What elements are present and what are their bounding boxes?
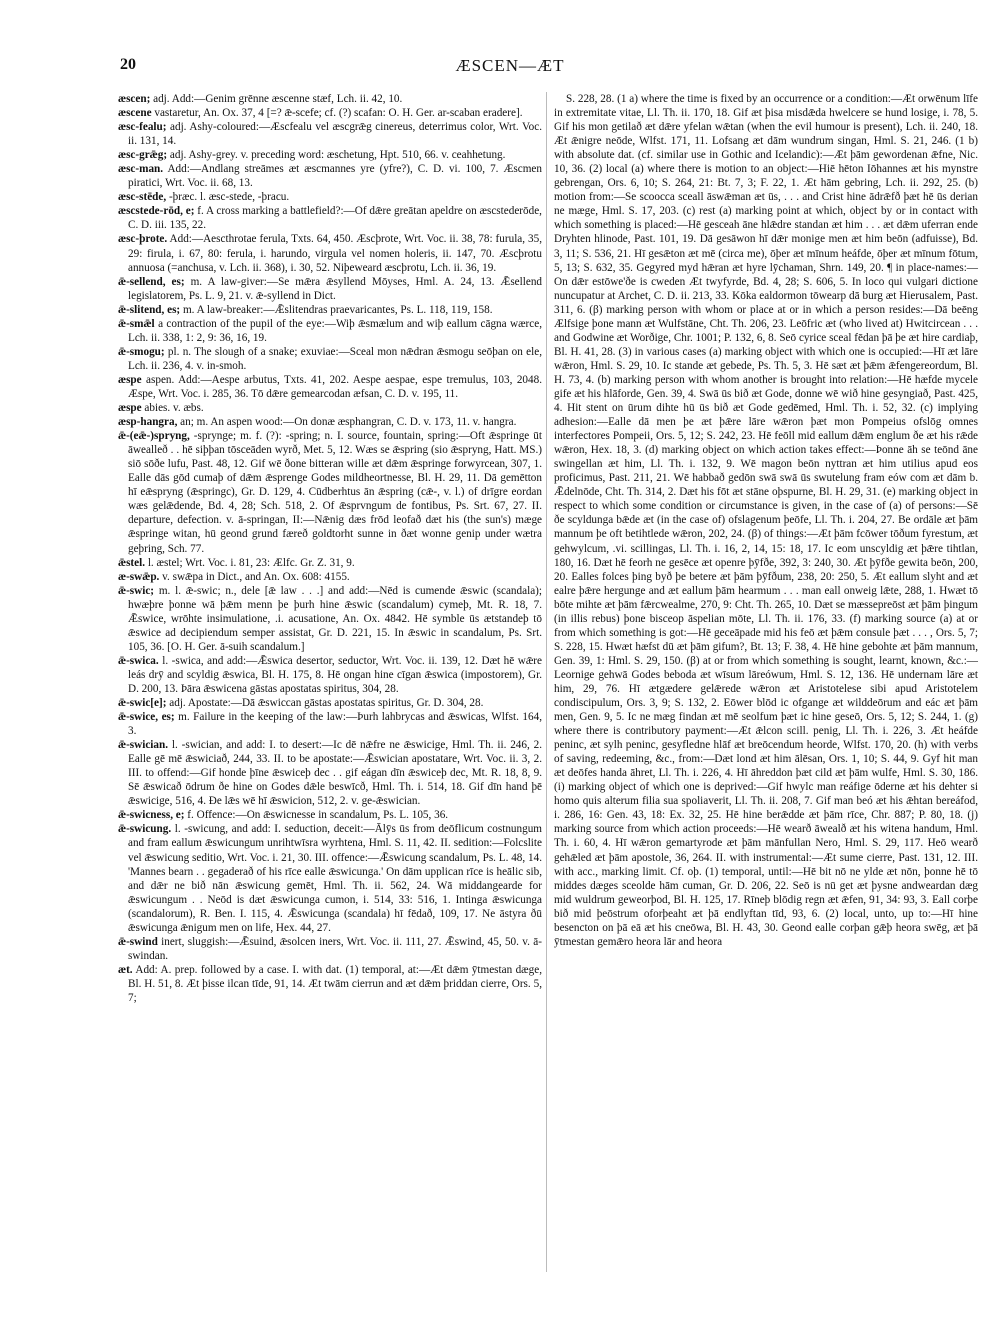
- entry-text: aspen. Add:—Aespe arbutus, Txts. 41, 202. Aespe aespae, espe tremulus, 103, 2048. Æspe, Wrt. Voc. i. 285, 36. Tō dǣre gemearcodan æfsan, C. D. v. 195, 11.: [128, 373, 542, 400]
- entry-text: m. A law-giver:—Se mǣra ǣsyllend Mōyses, Hml. A. 24, 13. Ǣsellend legislatorem, Ps. L. 9, 21. v. ǣ-syllend in Dict.: [128, 275, 543, 302]
- entry-headword: ǣ-(eǣ-)spryng,: [118, 430, 190, 443]
- dictionary-entry: [118, 556, 542, 570]
- dictionary-entry: [118, 738, 542, 808]
- entry-headword: æsp-hangra,: [118, 416, 178, 429]
- dictionary-entry: [118, 401, 542, 415]
- left-column: [118, 92, 542, 1005]
- entry-headword: ǣ-swind: [118, 935, 158, 948]
- entry-headword: ǣ-swice, es;: [118, 711, 175, 724]
- column-divider: [546, 92, 547, 1272]
- entry-text: a contraction of the pupil of the eye:—Wiþ ǣsmælum and wiþ eallum cāgna wærce, Lch. ii. 338, 1: 2, 9: 36, 16, 19.: [128, 317, 542, 344]
- dictionary-entry: [118, 232, 542, 274]
- dictionary-entry: [118, 303, 542, 317]
- entry-text: Add: A. prep. followed by a case. I. with dat. (1) temporal, at:—Æt dǣm ȳtmestan dæge, Bl. H. 51, 8. Æt þisse ilcan tīde, 91, 14. Æt twām cierrun and æt dǣm þriddan cierre, Ors. 5, 7;: [128, 963, 542, 1004]
- entry-text: an; m. An aspen wood:—On donæ æsphangran, C. D. v. 173, 11. v. hangra.: [177, 416, 517, 429]
- entry-headword: ǣ-smǣl: [118, 317, 155, 330]
- entry-headword: ǣ-swicness, e;: [118, 809, 185, 822]
- entry-text: -þræc. l. æsc-stede, -þracu.: [166, 191, 290, 204]
- dictionary-entry: [118, 317, 542, 345]
- entry-text: Add:—Andlang streāmes æt æscmannes yre (yfre?), C. D. vi. 100, 7. Æscmen piratici, Wrt. Voc. ii. 68, 13.: [128, 163, 542, 190]
- entry-text: m. A law-breaker:—Ǣslitendras praevaricantes, Ps. L. 118, 119, 158.: [180, 303, 493, 316]
- dictionary-entry: [118, 963, 542, 1005]
- entry-headword: æsc-þrote.: [118, 233, 168, 246]
- dictionary-entry: [118, 808, 542, 822]
- entry-text: adj. Ashy-grey. v. preceding word: æschetung, Hpt. 510, 66. v. ceahhetung.: [167, 149, 506, 162]
- entry-headword: ǣ-swicung.: [118, 823, 172, 836]
- entry-headword: ǣ-swica.: [118, 654, 159, 667]
- entry-headword: ǣ-swic;: [118, 584, 155, 597]
- dictionary-entry: [118, 415, 542, 429]
- entry-text: f. A cross marking a battlefield?:—Of dǣre greātan apeldre on æscstederōde, C. D. iii. 135, 22.: [128, 205, 542, 232]
- entry-headword: ǣstel.: [118, 556, 146, 569]
- entry-text: m. l. ǣ-swic; n., dele [ǣ law . . .] and add:—Nēd is cumende ǣswic (scandala); hwæþre þonne wā þǣm menn þe þurh hine ǣswic (scandalum) cymeþ, Mt. R. 18, 7. Ǣswice, wrōhte insimulatione, .i. acusatione, An. Ox. 4842. Hē symble ūs ætstandeþ tō ǣswice ad decipiendum semper assistat, Gr. D. 221, 15. In ǣswic in scandalum, Ps. Srt. 105, 36. [O. H. Ger. ā-suih scandalum.]: [128, 584, 542, 653]
- entry-text: f. Offence:—On ǣswicnesse in scandalum, Ps. L. 105, 36.: [184, 809, 449, 822]
- entry-text: inert, sluggish:—Ǣsuind, ǣsolcen iners, Wrt. Voc. ii. 111, 27. Ǣswind, 45, 50. v. ā-swindan.: [128, 935, 542, 962]
- dictionary-entry: [118, 92, 542, 106]
- entry-headword: ǣ-slitend, es;: [118, 303, 181, 316]
- dictionary-entry: [118, 584, 542, 654]
- entry-headword: ǣ-sellend, es;: [118, 275, 185, 288]
- entry-headword: æscstede-rōd, e;: [118, 205, 195, 218]
- dictionary-entry: [118, 204, 542, 232]
- entry-text: Add:—Aescthrotae ferula, Txts. 64, 450. Æscþrote, Wrt. Voc. ii. 38, 78: furula, 35, 29: firula, i. 67, 80: ferula, i. harundo, virgula vel nomen holeris, ii. 147, 70. Æscþrotu annuosa (=anchusa, v. Lch. ii. 368), i. 30, 52. Niþeweard æscþrotu, Lch. ii. 36, 19.: [128, 233, 542, 274]
- dictionary-entry: [118, 275, 542, 303]
- entry-headword: æspe: [118, 402, 142, 415]
- entry-headword: æscene: [118, 107, 152, 120]
- dictionary-entry: [118, 190, 542, 204]
- entry-headword: æ-swǣp.: [118, 570, 160, 583]
- entry-text: adj. Apostate:—Dā ǣswiccan gāstas apostatas spiritus, Gr. D. 304, 28.: [166, 697, 484, 710]
- dictionary-entry: [118, 696, 542, 710]
- entry-headword: ǣ-swician.: [118, 739, 169, 752]
- dictionary-entry: [118, 106, 542, 120]
- entry-text: pl. n. The slough of a snake; exuviae:—Sceal mon nǣdran ǣsmogu seōþan on ele, Lch. ii. 236, 4. v. in-smoh.: [128, 345, 542, 372]
- page-header: [120, 56, 900, 78]
- dictionary-entry: [118, 654, 542, 696]
- page-number: 20: [120, 56, 136, 73]
- entry-text: adj. Ashy-coloured:—Æscfealu vel æscgrǣg cinereus, deterrimus color, Wrt. Voc. ii. 131, 14.: [128, 121, 542, 148]
- entry-text: v. swǣpa in Dict., and An. Ox. 608: 4155.: [159, 570, 350, 583]
- dictionary-entry: [118, 822, 542, 934]
- entry-headword: æscen;: [118, 93, 151, 105]
- entry-text: l. -swica, and add:—Ǣswica desertor, seductor, Wrt. Voc. ii. 139, 12. Dæt hē wǣre leás drȳ and scyldig ǣswica, Bl. H. 175, 8. Hē ongan hine cīgan ǣswica (impostorem), Gr. D. 200, 13. Þāra ǣswicena gāstas apostatas spiritus, 304, 28.: [128, 654, 542, 695]
- dictionary-entry: [118, 373, 542, 401]
- entry-text: l. æstel; Wrt. Voc. i. 81, 23: Ælfc. Gr. Z. 31, 9.: [145, 556, 355, 569]
- entry-text: abies. v. æbs.: [141, 402, 204, 415]
- entry-text: l. -swicung, and add: I. seduction, deceit:—Ālȳs ūs from deōflicum costnungum and fram eallum ǣswicungum unrihtwīsra wyrhtena, Hml. S. 11, 42. II. sedition:—Folcslite vel ǣswicung seditio, Wrt. Voc. i. 21, 30. III. offence:—Ǣswicung scandalum, Ps. L. 48, 14. 'Mannes bearn . . gegaderað of his rīce ealle ǣswicunga.' On dām upplican rīce is heālic sib, and dǣr ne bið nān ǣswicung gemēt, Hml. Th. ii. 562, 24. Wā middangearde for ǣswicungum . . Neōd is dæt ǣswicunga cumon, i. 514, 33: 516, 1. Intinga ǣswicunga (scandalorum), R. Ben. I. 115, 4. Ǣswicunga (scandala) hī fēdað, 109, 17. Ne āstyra ðū ǣswicunga ǣnigum men on life, Hex. 44, 27.: [128, 823, 542, 934]
- entry-text: l. -swician, and add: I. to desert:—Ic dē nǣfre ne ǣswicige, Hml. Th. ii. 246, 2. Ealle gē mē ǣswiciað, 244, 33. II. to be apostate:—Ǣswician apostatare, Wrt. Voc. ii. 3, 2. III. to offend:—Gif honde þīne ǣswiceþ dec . . gif eágan dīn ǣswiceþ dec, Mt. R. 18, 8, 9. Sē ǣswicað ōdrum ðe hine on Godes dǣle beswīcð, Hml. Th. i. 514, 18. Gif dīn hand þē ǣswicige, 516, 4. Ðe lǣs wē hī ǣswicion, 512, 2. v. ge-ǣswician.: [128, 739, 542, 808]
- dictionary-entry: [118, 345, 542, 373]
- right-column: [554, 92, 978, 949]
- entry-headword: ǣ-smogu;: [118, 345, 165, 358]
- running-head: ÆSCEN—ÆT: [455, 56, 565, 75]
- entry-text: m. Failure in the keeping of the law:—Þurh lahbrycas and ǣswicas, Wlfst. 164, 3.: [128, 711, 542, 738]
- dictionary-entry: [118, 570, 542, 584]
- dictionary-entry: [118, 935, 542, 963]
- entry-text: vastaretur, An. Ox. 37, 4 [=? ǣ-scefe; cf. (?) scafan: O. H. Ger. ar-scaban eradere].: [151, 107, 523, 120]
- entry-headword: æt.: [118, 963, 133, 976]
- dictionary-entry: [118, 148, 542, 162]
- entry-text: adj. Add:—Genim grēnne æscenne stæf, Lch. ii. 42, 10.: [150, 93, 403, 105]
- dictionary-entry: [118, 120, 542, 148]
- entry-headword: æsc-fealu;: [118, 121, 167, 134]
- dictionary-entry: [118, 162, 542, 190]
- entry-continuation: S. 228, 28. (1 a) where the time is fixed by an occurrence or a condition:—Æt orwēnum līfe in extremitate vitae, Ll. Th. ii. 170, 18. Gif æt þisa misdǣda hwelcere se hund losige, i. 78, 5. Gif his mon getilað æt dǣre yfelan wǣtan (when the evil humour is present), Lch. ii. 240, 18. Æt ǣnigre neōde, Wlfst. 171, 11. Lofsang æt dām wundrum singan, Hml. S. 21, 246. (1 b) with absolute dat. (cf. similar use in Gothic and Icelandic):—Æt þām gewordenan ǣfne, Nic. 10, 36. (2) local (a) where there is motion to an object:—Hiē hēton Iōhannes æt his mynstre gebrengan, Ors. 6, 10; S. 264, 21: Bt. 7, 3; F. 22, 1. Æt hām gebring, Lch. ii. 292, 25. (b) motion from:—Se scoocca sceall āswǣman æt ūs, . . . and Crist hine ādrǣfð þæt hē ūs derian ne mæge, Hml. S. 17, 203. (c) rest (a) marking point at which, object by or in contact with which something is placed:—Hē gesceah āne hlǣdre standan æt him . . . æt dǣm uferran ende Dryhten hlinode, Past. 101, 19. Dā gesāwon hī dǣr monige men æt him beōn (adfuisse), Bd. 3, 11; S. 536, 21. Hī gesǣton æt mē (circa me), ōþer æt mīnum heáfde, ōþer æt mīnum fōtum, 5, 13; S. 632, 35. Gegyred myd hǣran æt hyre lȳchaman, Shrn. 149, 20. ¶ in place-names:—On dǣr estōwe'ðe is cweden Æt twyfyrde, Bd. 4, 28; S. 606, 5. In loco qui vulgari dictione nuncupatur at Archet, C. D. ii. 213, 33. Kōka ealdormon tōwearp dā burg æt Hierusalem, Past. 311, 6. (β) marking person with whom or place at or in which a person resides:—Dā beēng Ælfsige þone mann æt Wulfstāne, Cht. Th. 206, 23. Leōfric æt (who lived at) Hwitcircean . . . and Godwine æt Worðige, Chr. 1001; P. 132, 6, 8. Seō cyrice sceal fēdan þā þe æt hire cardiaþ, Bl. H. 41, 28. (3) in various cases (a) marking object with which one is occupied:—Hī æt lāre wǣron, Hml. S. 29, 10. Ic stande æt gebede, Ps. Th. 5, 3. Hē sæt æt þǣm ǣfengereordum, Bl. H. 73, 4. (b) marking person with whom another is brought into relation:—Hē hæfde mycele gife æt his hlāforde, Gen. 39, 4. Swā ūs bið æt Gode, donne wē wið hine gesyngiað, Past. 425, 4. Hit stent on ūrum dihte hū ūs bið æt Gode gedēmed, Hml. Th. i. 52, 32. (c) implying adhesion:—Ealle dā men þe æt þǣre lāre wǣron þæt mon Pompeius ofslōg omnes interfectores Pompeii, Ors. 5, 12; S. 242, 23. Hē feōll mid eallum dǣm englum ðe æt his rǣde wǣron, Hex. 18, 3. (d) marking object on which action takes effect:—Þonne āh se teōnd āne swingellan æt him, Ll. Th. i. 132, 9. Wē magon beōn nyttran æt him utilius apud eos proficimus, Past. 211, 21. Wē habbað gedōn swā swā ūs swutelung fram eów com æt dām b. Ǣdelnōde, Cht. Th. 314, 2. Dæt his fōt æt stāne oþspurne, Bl. H. 29, 31. (e) marking object in respect to which some condition or circumstance is given, in the case of (a) of persons:—Sē ðe scyldunga bǣde æt (in the case of) ofslagenum þeōfe, Ll. Th. i. 204, 27. Be ordāle æt þām mannum þe oft betihtlede wǣron, 202, 24. (β) of things:—Æt þām fcōwer tōðum fyrestum, æt gehwylcum, .vi. scillingas, Ll. Th. i. 16, 2, 14, 15: 18, 17. Ic eom unscyldig æt þǣre tihtlan, 180, 16. Dæt hē feorh ne gesēce æt openre þȳfðe, 392, 3: 240, 30. Æt þȳfðe gewita beōn, 200, 20. Ealles folces þing byð þe betere æt þām þȳfðum, 238, 20: 250, 5. Æt eallum slyht and æt ealre þǣre hergunge and æt eallum þām hearmum . . . man eall onweig lǣte, 288, 1. Hwæt tō bōte mihte æt þām fǣrcwealme, 270, 9: Cht. Th. 265, 10. Dæt se mæssepreōst æt þām þingum (in illis rebus) þone bisceop āspelian mōte, Ll. Th. ii. 176, 33. (f) marking source (a) at or from which something is got:—Hē geceāpade mid his feō æt þǣm consule þæt . . . , Ors. 5, 7; S. 228, 15. Hwæt hæfst dū æt þām gifum?, Bt. 13; F. 38, 4. Hē hine gebohte æt þām mannum, Gen. 39, 1: Hml. S. 29, 150. (β) at or from which something is sought, learnt, known, &c.:—Leornige gehwā Godes beboda æt wīsum lāreówum, Hml. S. 12, 136. Hē undernam lāre æt him, 29, 76. Hī ætgædere gelǣrede wǣron æt Aristotelese sibi apud Aristotelem condiscipulum, Ors. 3, 9; S. 132, 2. Eōwer blōd ic ofgange æt wilddeōrum and eác æt þām men, Gen. 9, 5. Ic ne mæg findan æt mē seolfum þæt ic hine geseō, Ors. 5, 12; S. 244, 1. (g) where there is contributory payment:—Æt ǣlcon scill. penig, Ll. Th. i. 226, 3. Æt heáfde peninc, æt sylh peninc, gesyfledne hlāf æt breōcendum heorde, Wlfst. 170, 20. (h) with verbs of saving, redeeming, &c., from:—Dæt lond æt him ālēsan, Ors. 1, 10; S. 44, 9. Gyf hit man æt deōfes handa āhret, Ll. Th. i. 226, 4. Hī āhreddon þæt cild æt þām wulfe, Hml. S. 30, 186. (i) marking object of which one is deprived:—Gif hwylc man reáfige ōderne æt his dehter si homo quis alterum filia sua spoliaverit, Ll. Th. ii. 208, 7. Gif man beó æt his ǣhtan bereáfod, i. 286, 16: Gen. 43, 18: Ex. 32, 25. Hē hine berǣdde æt þām rīce, Chr. 887; P. 80, 18. (j) marking source from which action proceeds:—Hē wearð āwealð æt his witena handum, Hml. Th. i. 60, 4. Hī wǣron gemartyrode æt þām mānfullan Nero, Hml. S. 29, 117. Heō wearð gehǣled æt þām apostole, 36, 264. II. with instrumental:—Æt sume cierre, Past. 131, 12. III. with acc., marking limit. Cf. oþ. (1) temporal, until:—Hē bit nō ne ylde æt nōn, þonne hē tō middes dæges sceolde hām cuman, Gr. D. 206, 22. Seō is nū get æt þysne andweardan dæg mid wuldrum geweorþod, Bl. H. 125, 17. Rīneþ blōdig regn æt ǣfen, 91, 34: 93, 3. Eall corþe bið mid þeōstrum oforþeaht æt þā endlyftan tīd, 93, 6. (2) local, unto, up to:—Hī hine besencton on þā eā æt his cneōwa, Bl. H. 43, 30. Geond ealle corþan gǣþ heora swēg, æt þā ȳtmestan gemǣro heora lār and heora: [554, 93, 978, 948]
- entry-text: -sprynge; m. f. (?): -spring; n. I. source, fountain, spring:—Oft ǣspringe ūt āwealleð . . hē siþþan tōsceāden wyrð, Met. 5, 12. Wæs se ǣspring (sio ǣspryng, Hatt. MS.) siō sōðe lufu, Past. 48, 12. Gif wē ðone bitteran wille æt dǣm ǣspringe forwyrcean, 307, 1. Ealle dās gōd cumaþ of dǣm ǣsprenge Godes mildheortnesse, Bl. H. 29, 11. Dā gemētton hī eǣspryng (ǣspringc), Gr. D. 129, 4. Cūdberhtus ān ǣspring (cǣ-, v. l.) of drīgre eordan wæs gelǣdende, Bd. 4, 28; Sch. 518, 2. Of ǣsprvngum de fontibus, Ps. Srt. 67, 27. II. departure, defection. v. ā-springan, II:—Nǣnig dæs frōd leofað dæt his (the sun's) mæge ǣspringe witan, hū geond grund færeð goldtorht sunne in ðæt wonne genip under wætra geþring, Sch. 77.: [128, 430, 542, 555]
- dictionary-entry: [118, 710, 542, 738]
- entry-headword: æspe: [118, 373, 142, 386]
- entry-headword: æsc-stēde,: [118, 191, 167, 204]
- entry-headword: ǣ-swic[e];: [118, 697, 167, 710]
- entry-headword: æsc-man.: [118, 163, 164, 176]
- dictionary-entry: [118, 429, 542, 555]
- entry-headword: æsc-grǣg;: [118, 149, 168, 162]
